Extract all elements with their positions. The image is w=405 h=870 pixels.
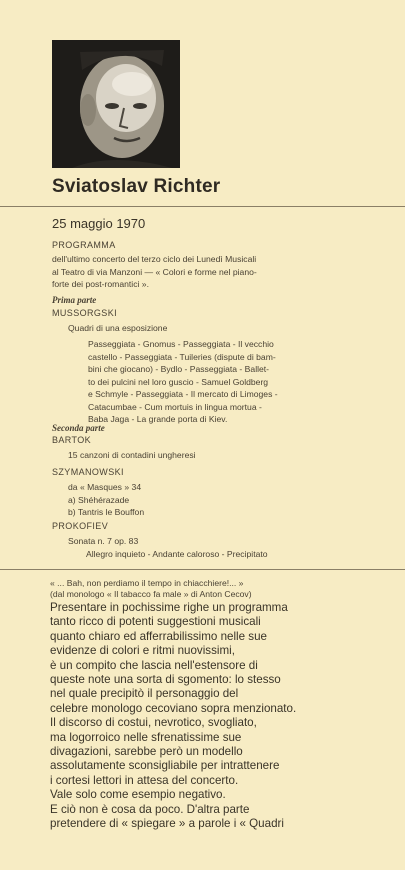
movement-line: bini che giocano) - Bydlo - Passeggiata - Ballet- [88,364,270,374]
prokofiev-work [68,535,268,560]
movement-line: Baba Jaga - La grande porta di Kiev. [88,414,228,424]
notes-line: assolutamente sconsigliabile per intrattenere [50,759,280,773]
composer-szymanowski: SZYMANOWSKI [52,467,124,477]
notes-line: pretendere di « spiegare » a parole i « Quadri [50,817,284,831]
movement-line: Passeggiata - Gnomus - Passeggiata - Il vecchio [88,339,274,349]
notes-line: Il discorso di costui, nevrotico, svogliato, [50,716,257,730]
movement-line: e Schmyle - Passeggiata - Il mercato di Limoges - [88,389,278,399]
portrait-image [52,40,180,168]
notes-line: Presentare in pochissime righe un programma [50,601,288,614]
quote-line: (dal monologo « Il tabacco fa male » di Anton Cecov) [50,589,252,599]
notes-line: evidenze di colori e ritmi nuovissimi, [50,644,235,658]
movement-line: Catacumbae - Cum mortuis in lingua mortua - [88,401,262,412]
intro-line: forte dei post-romantici ». [52,279,149,289]
work-title: Quadri di una esposizione [68,323,168,333]
composer-mussorgski: MUSSORGSKI [52,308,118,318]
notes-line: celebre monologo cecoviano sopra menzionato. [50,701,297,715]
intro-text [52,253,257,291]
notes-line: divagazioni, sarebbe però un modello [50,745,243,759]
work-line: b) Tantris le Bouffon [68,507,145,517]
work-line: a) Shéhérazade [68,494,130,505]
notes-line: ma logorroico nelle sfrenatissime sue [50,730,242,744]
work-line: Sonata n. 7 op. 83 [68,536,139,546]
epigraph-quote [50,578,252,600]
notes-line: è un compito che lascia nell'estensore di [50,658,258,672]
movement-line: castello - Passeggiata - Tuileries (dispute di bam- [88,351,276,362]
movements-list [88,338,278,426]
seconda-parte-label: Seconda parte [52,423,105,433]
artist-name: Sviatoslav Richter [52,176,221,197]
notes-line: nel quale precipitò il personaggio del [50,687,239,701]
quote-line: « ... Bah, non perdiamo il tempo in chiacchiere!... » [50,578,244,588]
movement-line: to dei pulcini nel loro guscio - Samuel Goldberg [88,376,269,387]
notes-line: i cortesi lettori in attesa del concerto. [50,773,239,787]
program-notes [50,601,350,832]
composer-prokofiev: PROKOFIEV [52,521,109,531]
notes-line: tanto ricco di potenti suggestioni musicali [50,615,261,629]
prima-parte-label: Prima parte [52,295,97,305]
composer-bartok: BARTOK [52,435,92,445]
intro-line: al Teatro di via Manzoni — « Colori e forme nel piano- [52,266,257,277]
notes-line: quanto chiaro ed afferrabilissimo nelle sue [50,629,267,643]
notes-line: queste note una sorta di sgomento: lo stesso [50,673,281,687]
intro-line: dell'ultimo concerto del terzo ciclo dei Lunedì Musicali [52,254,257,264]
divider-middle [0,569,405,570]
work-line: da « Masques » 34 [68,482,142,492]
notes-line: Vale solo come esempio negativo. [50,788,226,802]
programma-heading: PROGRAMMA [52,240,116,250]
portrait-photo [52,40,180,168]
concert-date: 25 maggio 1970 [52,216,146,231]
bartok-work: 15 canzoni di contadini ungheresi [68,450,196,460]
szymanowski-works [68,481,144,519]
divider-top [0,206,405,207]
work-line: Allegro inquieto - Andante caloroso - Precipitato [86,548,268,559]
notes-line: E ciò non è cosa da poco. D'altra parte [50,802,250,816]
